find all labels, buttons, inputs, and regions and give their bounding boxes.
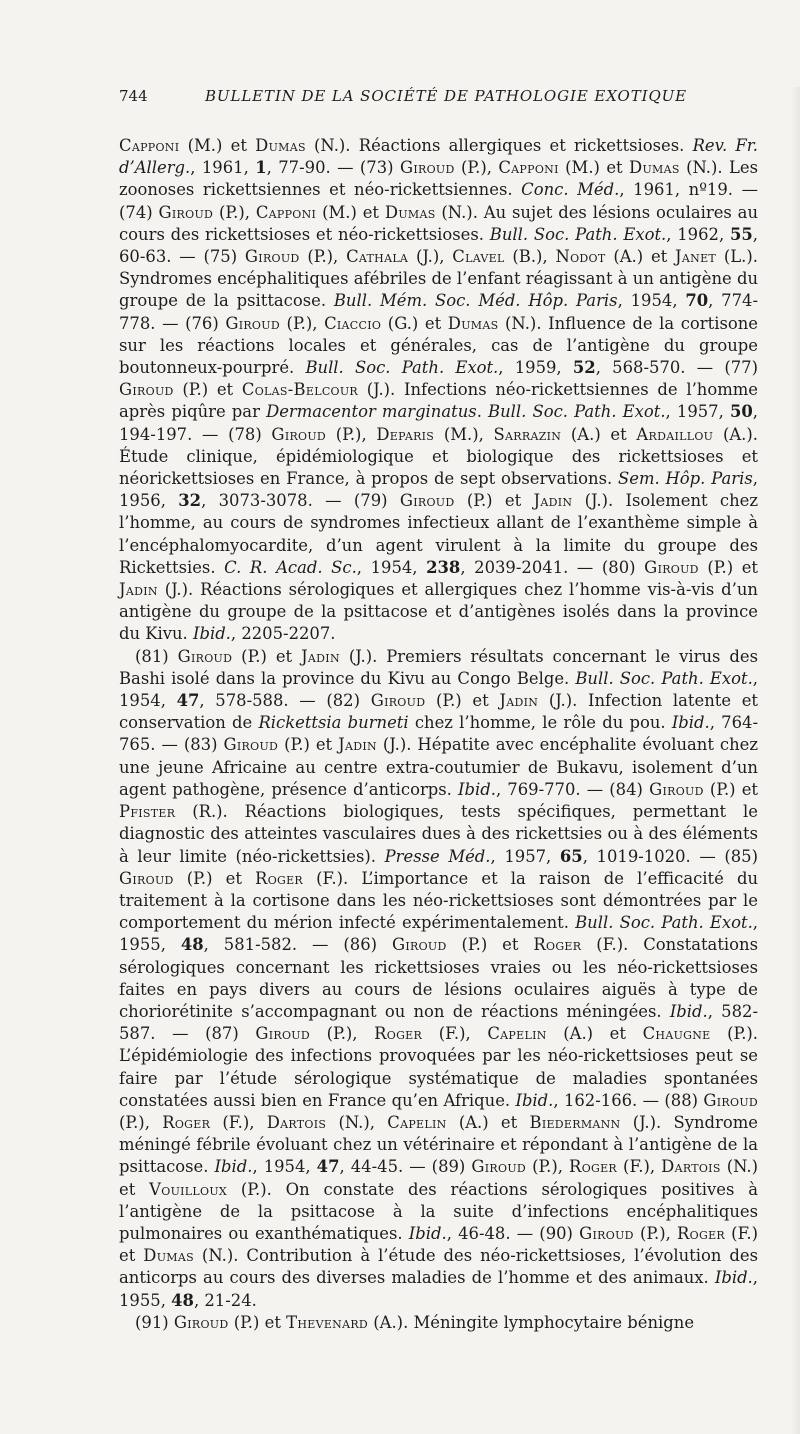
reference-text: (N.),: [326, 1112, 388, 1132]
journal-title: Bull. Mém. Soc. Méd. Hôp. Paris: [333, 291, 618, 311]
reference-text: (R.). Réactions biologiques, tests spécifiques, permettant le diagnostic des atteintes vasculaires dues à des rickettsies ou à des éléments à leur limite (néo-rickettsies).: [119, 802, 758, 866]
author-name: Giroud: [649, 779, 704, 799]
author-name: Jadin: [338, 735, 377, 755]
reference-text: (N.). Réactions allergiques et rickettsioses.: [305, 136, 693, 155]
journal-title: Ibid.: [408, 1223, 447, 1243]
reference-text: (P.),: [213, 202, 256, 222]
reference-text: (81): [135, 646, 178, 666]
reference-text: (M.) et: [558, 158, 630, 178]
author-name: Clavel: [452, 247, 505, 267]
reference-text: (P.) et: [703, 779, 758, 799]
author-name: Dumas: [384, 202, 436, 222]
page-number: 744: [119, 87, 148, 105]
reference-paragraph: [119, 646, 758, 1312]
author-name: Roger: [677, 1223, 725, 1243]
reference-text: (P.) et: [454, 491, 534, 511]
reference-text: chez l’homme, le rôle du pou.: [408, 713, 672, 733]
reference-text: (F.),: [617, 1157, 662, 1177]
journal-title: C. R. Acad. Sc.: [224, 557, 357, 577]
author-name: Chaugne: [642, 1024, 711, 1044]
author-name: Giroud: [223, 735, 279, 755]
author-name: Pfister: [119, 802, 176, 822]
reference-text: (P.) et: [278, 735, 339, 755]
author-name: Giroud: [271, 424, 327, 444]
journal-title: Bull. Soc. Path. Exot.: [575, 913, 753, 933]
reference-text: (91): [135, 1312, 174, 1332]
author-name: Roger: [533, 935, 582, 955]
journal-title: Bull. Soc. Path. Exot.: [488, 402, 666, 422]
reference-text: (A.) et: [561, 424, 637, 444]
reference-text: (P.) et: [446, 935, 534, 955]
reference-text: (P.),: [633, 1223, 678, 1243]
author-name: Giroud: [255, 1024, 310, 1044]
reference-paragraph: [119, 1312, 758, 1334]
reference-text: , 2205-2207.: [230, 624, 336, 644]
reference-text: (J.). Infection latente et conservation de: [119, 691, 759, 733]
author-name: Capponi: [255, 202, 317, 222]
author-name: Giroud: [399, 158, 455, 178]
reference-text: (N.). Influence de la cortisone sur les réactions locales et générales, cas de l’antigène du groupe boutonneux-pourpré.: [119, 313, 758, 378]
reference-text: , 1956,: [119, 469, 758, 511]
author-name: Dartois: [661, 1157, 721, 1177]
reference-text: , 1957,: [490, 846, 560, 866]
reference-text: .: [476, 402, 489, 422]
author-name: Giroud: [399, 491, 455, 511]
author-name: Biedermann: [529, 1112, 621, 1132]
author-name: Giroud: [173, 1312, 229, 1332]
reference-text: (A.). Méningite lymphocytaire bénigne: [368, 1312, 695, 1332]
author-name: Giroud: [644, 557, 699, 577]
journal-title: Ibid.: [458, 779, 496, 799]
reference-text: (P.),: [310, 1024, 375, 1044]
reference-text: , 1954,: [252, 1157, 317, 1177]
reference-text: (L.). Syndromes encéphalitiques afébriles de l’enfant réagissant à un antigène du groupe de la psittacose.: [119, 247, 758, 311]
journal-title: Bull. Soc. Path. Exot.: [575, 668, 753, 688]
author-name: Capponi: [498, 158, 559, 178]
author-name: Giroud: [225, 313, 280, 333]
journal-title: Ibid.: [714, 1268, 753, 1288]
journal-title: Conc. Méd.: [521, 180, 620, 200]
author-name: Giroud: [471, 1157, 527, 1177]
author-name: Jadin: [533, 491, 573, 511]
author-name: Dumas: [447, 313, 499, 333]
reference-text: (B.),: [504, 247, 556, 267]
author-name: Dartois: [266, 1112, 327, 1132]
reference-text: (F.) et: [119, 1223, 758, 1266]
reference-text: (N.). Au sujet des lésions oculaires au cours des rickettsioses et néo-rickettsioses.: [119, 202, 758, 244]
volume-number: 47: [176, 691, 200, 711]
reference-paragraph: [119, 135, 758, 646]
author-name: Dumas: [143, 1246, 194, 1266]
reference-text: (J.). Premiers résultats concernant le virus des Bashi isolé dans la province du Kivu au Congo Belge.: [119, 646, 759, 688]
journal-title: Rev. Fr. d’Allerg.: [119, 136, 758, 178]
reference-text: (J.). Isolement chez l’homme, au cours de syndromes infectieux allant de l’exanthème simple à l’encéphalomyocardite, d’un agent virulent à la limite du groupe des Rickettsies.: [119, 491, 759, 577]
author-name: Roger: [569, 1157, 618, 1177]
reference-text: (F.),: [422, 1024, 488, 1044]
reference-text: (P.),: [279, 313, 325, 333]
author-name: Giroud: [244, 247, 300, 267]
author-name: Vouilloux: [149, 1179, 228, 1199]
reference-text: , 1959,: [498, 358, 573, 378]
author-name: Roger: [162, 1112, 211, 1132]
reference-text: , 194-197. — (78): [119, 402, 758, 444]
reference-text: , 1019-1020. — (85): [582, 846, 758, 866]
reference-text: (P.) et: [173, 868, 256, 888]
reference-text: (P.),: [454, 158, 499, 178]
volume-number: 1: [255, 158, 267, 178]
author-name: Dumas: [255, 136, 306, 155]
author-name: Janet: [675, 247, 717, 267]
author-name: Jadin: [301, 646, 340, 666]
reference-text: , 1961, nº19. — (74): [119, 180, 758, 222]
author-name: Jadin: [119, 580, 158, 600]
reference-text: (A.) et: [446, 1112, 530, 1132]
reference-text: , 3073-3078. — (79): [201, 491, 400, 511]
author-name: Roger: [255, 868, 304, 888]
journal-title: Ibid.: [515, 1090, 554, 1110]
volume-number: 32: [178, 491, 202, 511]
reference-text: (A.). Étude clinique, épidémiologique et biologique des rickettsioses et néorickettsioses en France, à propos de sept observations.: [119, 424, 758, 489]
reference-text: , 1962,: [666, 224, 730, 244]
reference-text: , 1961,: [190, 158, 256, 178]
reference-text: , 769-770. — (84): [495, 779, 650, 799]
reference-text: , 162-166. — (88): [553, 1090, 704, 1110]
volume-number: 70: [685, 291, 709, 311]
reference-text: (P.),: [299, 247, 347, 267]
reference-text: (G.) et: [381, 313, 448, 333]
volume-number: 47: [316, 1157, 340, 1177]
author-name: Giroud: [177, 646, 233, 666]
reference-text: (N.) et: [119, 1157, 758, 1199]
journal-page: [0, 87, 800, 1434]
reference-text: (A.) et: [605, 247, 676, 267]
volume-number: 50: [729, 402, 753, 422]
reference-text: (P.),: [526, 1157, 570, 1177]
author-name: Dumas: [629, 158, 680, 178]
reference-text: (N.). Contribution à l’étude des néo-rickettsioses, l’évolution des anticorps au cours des diverses maladies de l’homme et des animaux.: [119, 1246, 758, 1288]
reference-text: , 1954,: [119, 668, 758, 711]
journal-title: Ibid.: [214, 1157, 253, 1177]
reference-text: (P.). L’épidémiologie des infections provoquées par les néo-rickettsioses peut se faire par l’étude sérologique systématique de maladies spontanées constatées aussi bien en France qu’en Afrique.: [119, 1024, 759, 1110]
journal-title: Ibid.: [669, 1001, 708, 1021]
author-name: Giroud: [158, 202, 214, 222]
author-name: Jadin: [499, 691, 539, 711]
reference-text: , 582-587. — (87): [119, 1001, 759, 1044]
reference-text: (F.). L’importance et la raison de l’efficacité du traitement à la cortisone dans les néo-rickettsioses sont démontrées par le comportement du mérion infecté expérimentalement.: [119, 868, 758, 933]
author-name: Capponi: [119, 136, 180, 155]
reference-text: , 581-582. — (86): [203, 935, 392, 955]
author-name: Thevenard: [286, 1312, 369, 1332]
reference-text: (P.) et: [173, 380, 242, 400]
author-name: Sarrazin: [493, 424, 562, 444]
author-name: Giroud: [370, 691, 426, 711]
reference-text: , 44-45. — (89): [339, 1157, 472, 1177]
reference-text: , 21-24.: [193, 1290, 257, 1310]
reference-text: , 60-63. — (75): [119, 224, 758, 267]
author-name: Nodot: [555, 247, 606, 267]
reference-text: (M.),: [434, 424, 494, 444]
volume-number: 48: [171, 1290, 194, 1310]
reference-text: (P.),: [326, 424, 377, 444]
reference-text: (A.) et: [546, 1024, 643, 1044]
page-header: [119, 87, 758, 105]
author-name: Cathala: [346, 247, 409, 267]
author-name: Ciaccio: [324, 313, 382, 333]
reference-text: , 1957,: [665, 402, 730, 422]
journal-title: Presse Méd.: [384, 846, 491, 866]
reference-text: (P.) et: [425, 691, 500, 711]
author-name: Capelin: [487, 1024, 547, 1044]
reference-text: (P.) et: [698, 557, 758, 577]
reference-text: (M.) et: [316, 202, 385, 222]
reference-text: (J.). Hépatite avec encéphalite évoluant chez une jeune Africaine au centre extra-coutumier de Bukavu, isolement d’un agent pathogène, présence d’anticorps.: [119, 735, 758, 799]
reference-text: (P.),: [119, 1112, 163, 1132]
author-name: Capelin: [387, 1112, 447, 1132]
author-name: Deparis: [376, 424, 435, 444]
author-name: Giroud: [703, 1090, 759, 1110]
reference-text: , 46-48. — (90): [446, 1223, 580, 1243]
reference-text: (J.). Réactions sérologiques et allergiques chez l’homme vis-à-vis d’un antigène du groupe de la psittacose et d’antigènes isolés dans la province du Kivu.: [119, 580, 758, 644]
journal-title: Rickettsia burneti: [258, 713, 409, 733]
reference-text: , 578-588. — (82): [199, 691, 371, 711]
author-name: Colas-Belcour: [241, 380, 359, 400]
author-name: Giroud: [391, 935, 447, 955]
volume-number: 238: [426, 557, 461, 577]
journal-title: Bull. Soc. Path. Exot.: [305, 358, 499, 378]
reference-text: , 1955,: [119, 1268, 758, 1310]
volume-number: 65: [559, 846, 583, 866]
reference-text: (J.). Infections néo-rickettsiennes de l’homme après piqûre par: [119, 380, 759, 422]
reference-text: , 1955,: [119, 913, 758, 955]
volume-number: 48: [180, 935, 204, 955]
volume-number: 52: [572, 358, 596, 378]
journal-title: Ibid.: [192, 624, 231, 644]
reference-text: , 1954,: [617, 291, 686, 311]
reference-text: , 2039-2041. — (80): [460, 557, 645, 577]
author-name: Giroud: [119, 868, 174, 888]
journal-title: Ibid.: [671, 713, 710, 733]
volume-number: 55: [729, 224, 753, 244]
reference-text: (F.),: [210, 1112, 267, 1132]
journal-title: Sem. Hôp. Paris: [618, 469, 753, 489]
reference-text: (J.). Syndrome méningé fébrile évoluant chez un vétérinaire et répondant à l’antigène de la psittacose.: [119, 1112, 758, 1177]
journal-title: Bull. Soc. Path. Exot.: [489, 224, 667, 244]
reference-text: (P.). On constate des réactions sérologiques positives à l’antigène de la psittacose à la suite d’infections encéphalitiques pulmonaires ou exanthématiques.: [119, 1179, 758, 1243]
reference-text: (N.). Les zoonoses rickettsiennes et néo-rickettsiennes.: [119, 158, 758, 200]
reference-text: (P.) et: [228, 1312, 287, 1332]
reference-text: (P.) et: [232, 646, 302, 666]
author-name: Roger: [374, 1024, 423, 1044]
reference-text: , 77-90. — (73): [266, 158, 400, 178]
reference-text: , 764-765. — (83): [119, 713, 758, 755]
reference-text: , 1954,: [356, 557, 427, 577]
author-name: Giroud: [119, 380, 174, 400]
reference-text: , 774-778. — (76): [119, 291, 759, 333]
journal-title: Dermacentor marginatus: [266, 402, 477, 422]
author-name: Giroud: [579, 1223, 634, 1243]
author-name: Ardaillou: [636, 424, 714, 444]
reference-text: (F.). Constatations sérologiques concernant les rickettsioses vraies ou les néo-rickettsioses faites en pays divers au cours de lésions oculaires aiguës à type de choriorétinite s’accompagnant ou non de réactions méningées.: [119, 935, 758, 1021]
reference-text: (M.) et: [179, 136, 256, 155]
reference-text: , 568-570. — (77): [595, 358, 758, 378]
reference-list: [119, 135, 758, 1334]
running-title: BULLETIN DE LA SOCIÉTÉ DE PATHOLOGIE EXOTIQUE: [205, 87, 688, 105]
reference-text: (J.),: [408, 247, 453, 267]
